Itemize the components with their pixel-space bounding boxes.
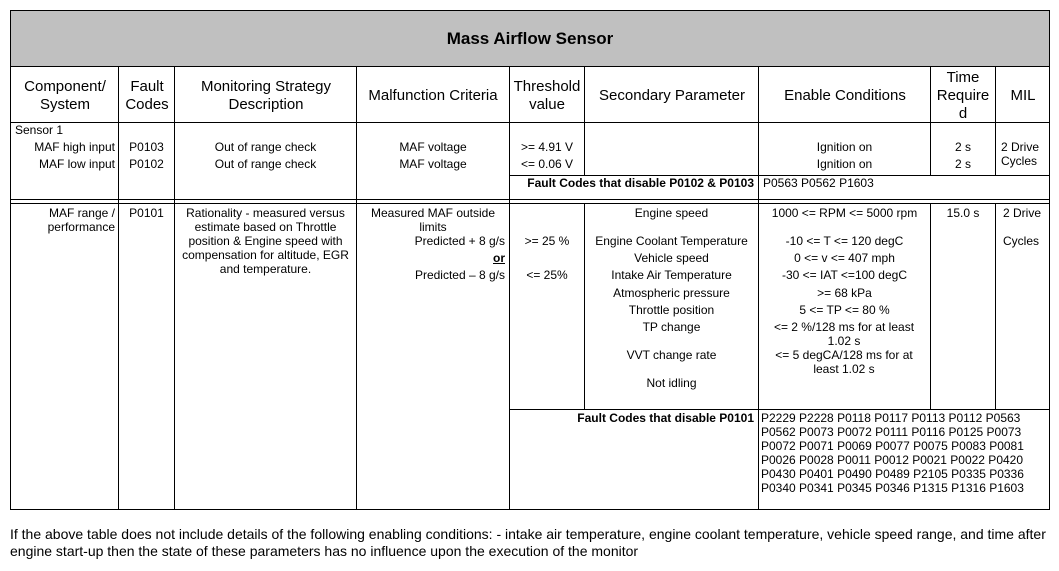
- mil-p0101-line2: Cycles: [1003, 234, 1040, 248]
- disable-codes-p0101-3: P0072 P0071 P0069 P0077 P0075 P0083 P0081: [761, 439, 1024, 453]
- header-mil: MIL: [1010, 87, 1036, 104]
- criteria-or: or: [493, 251, 505, 265]
- code-p0102: P0102: [129, 157, 164, 171]
- enable-maf-high: Ignition on: [816, 140, 873, 154]
- secondary-tp-change: TP change: [642, 320, 701, 334]
- component-maf-low: MAF low input: [38, 157, 115, 171]
- header-time: Time Require d: [936, 69, 990, 122]
- disable-codes-p0101-4: P0026 P0028 P0011 P0012 P0021 P0022 P0420: [761, 453, 1024, 467]
- col-divider-4: [509, 67, 510, 509]
- enable-maf-low: Ignition on: [816, 157, 873, 171]
- time-maf-high: 2 s: [954, 140, 971, 154]
- time-maf-low: 2 s: [954, 157, 971, 171]
- header-secondary: Secondary Parameter: [599, 87, 745, 104]
- col-divider-3: [356, 67, 357, 509]
- col-divider-8b: [995, 203, 996, 409]
- monitor-table: [10, 10, 1050, 510]
- disable-codes-p0101-5: P0430 P0401 P0490 P0489 P2105 P0335 P0336: [761, 467, 1024, 481]
- criteria-predicted-plus: Predicted + 8 g/s: [414, 234, 505, 248]
- component-maf-high: MAF high input: [34, 140, 115, 154]
- secondary-atm-pressure: Atmospheric pressure: [613, 286, 730, 300]
- criteria-head: Measured MAF outside limits: [370, 206, 496, 234]
- section2-disable-divider: [509, 409, 1049, 410]
- disable-label-p0102: Fault Codes that disable P0102 & P0103: [527, 176, 754, 190]
- enable-ect: -10 <= T <= 120 degC: [785, 234, 904, 248]
- footnote: If the above table does not include details of the following enabling conditions: - intake air temperature, engine coolant temperature, vehicle speed range, and time after engine start-up then the state of these parameters has no influence upon the execution of the monitor: [10, 526, 1046, 559]
- enable-atm: >= 68 kPa: [817, 286, 872, 300]
- col-divider-1: [118, 67, 119, 509]
- section1-divider-2: [11, 203, 1049, 204]
- threshold-neg: <= 25%: [526, 268, 568, 282]
- criteria-maf-low: MAF voltage: [399, 157, 467, 171]
- disable-codes-p0101-6: P0340 P0341 P0345 P0346 P1315 P1316 P1603: [761, 481, 1024, 495]
- enable-rpm: 1000 <= RPM <= 5000 rpm: [771, 206, 918, 220]
- secondary-iat: Intake Air Temperature: [611, 268, 732, 282]
- disable-codes-p0101-1: P2229 P2228 P0118 P0117 P0113 P0112 P0563: [761, 411, 1021, 425]
- secondary-not-idling: Not idling: [646, 376, 697, 390]
- secondary-vehicle-speed: Vehicle speed: [634, 251, 709, 265]
- time-p0101: 15.0 s: [946, 206, 980, 220]
- enable-tp-change: <= 2 %/128 ms for at least 1.02 s: [773, 320, 915, 348]
- disable-label-p0101: Fault Codes that disable P0101: [577, 411, 754, 425]
- threshold-maf-high: >= 4.91 V: [521, 140, 574, 154]
- strategy-rationality: Rationality - measured versus estimate based on Throttle position & Engine speed with compensation for altitude, EGR and temperature.: [182, 206, 349, 276]
- sensor-group-label: Sensor 1: [15, 123, 64, 137]
- secondary-coolant-temp: Engine Coolant Temperature: [595, 234, 748, 248]
- table-title: Mass Airflow Sensor: [11, 11, 1049, 67]
- section1-divider: [11, 199, 1049, 200]
- threshold-pos: >= 25 %: [524, 234, 570, 248]
- code-p0101: P0101: [129, 206, 164, 220]
- header-component: Component/ System: [24, 78, 106, 113]
- criteria-predicted-minus: Predicted – 8 g/s: [414, 268, 505, 282]
- code-p0103: P0103: [129, 140, 164, 154]
- col-divider-7b: [930, 203, 931, 409]
- mil-p0101-line1: 2 Drive: [1003, 206, 1042, 220]
- col-divider-8a: [995, 67, 996, 175]
- enable-vspeed: 0 <= v <= 407 mph: [794, 251, 895, 265]
- strategy-maf-low: Out of range check: [214, 157, 317, 171]
- enable-tp: 5 <= TP <= 80 %: [799, 303, 890, 317]
- secondary-vvt-rate: VVT change rate: [626, 348, 717, 362]
- enable-vvt-rate: <= 5 degCA/128 ms for at least 1.02 s: [775, 348, 913, 376]
- header-strategy: Monitoring Strategy Description: [200, 78, 332, 113]
- disable-codes-p0101-2: P0562 P0073 P0072 P0111 P0116 P0125 P0073: [761, 425, 1022, 439]
- header-fault-codes: Fault Codes: [125, 78, 169, 113]
- secondary-engine-speed: Engine speed: [634, 206, 709, 220]
- component-maf-range: MAF range / performance: [47, 206, 115, 234]
- header-enable: Enable Conditions: [784, 87, 906, 104]
- header-criteria: Malfunction Criteria: [368, 87, 498, 104]
- disable-codes-p0102: P0563 P0562 P1603: [763, 176, 874, 190]
- strategy-maf-high: Out of range check: [214, 140, 317, 154]
- col-divider-5a: [584, 67, 585, 175]
- header-threshold: Threshold value: [513, 78, 581, 113]
- col-divider-2: [174, 67, 175, 509]
- mil-section1: 2 Drive Cycles: [1001, 140, 1040, 168]
- secondary-throttle-pos: Throttle position: [628, 303, 715, 317]
- threshold-maf-low: <= 0.06 V: [521, 157, 574, 171]
- criteria-maf-high: MAF voltage: [399, 140, 467, 154]
- enable-iat: -30 <= IAT <=100 degC: [782, 268, 907, 282]
